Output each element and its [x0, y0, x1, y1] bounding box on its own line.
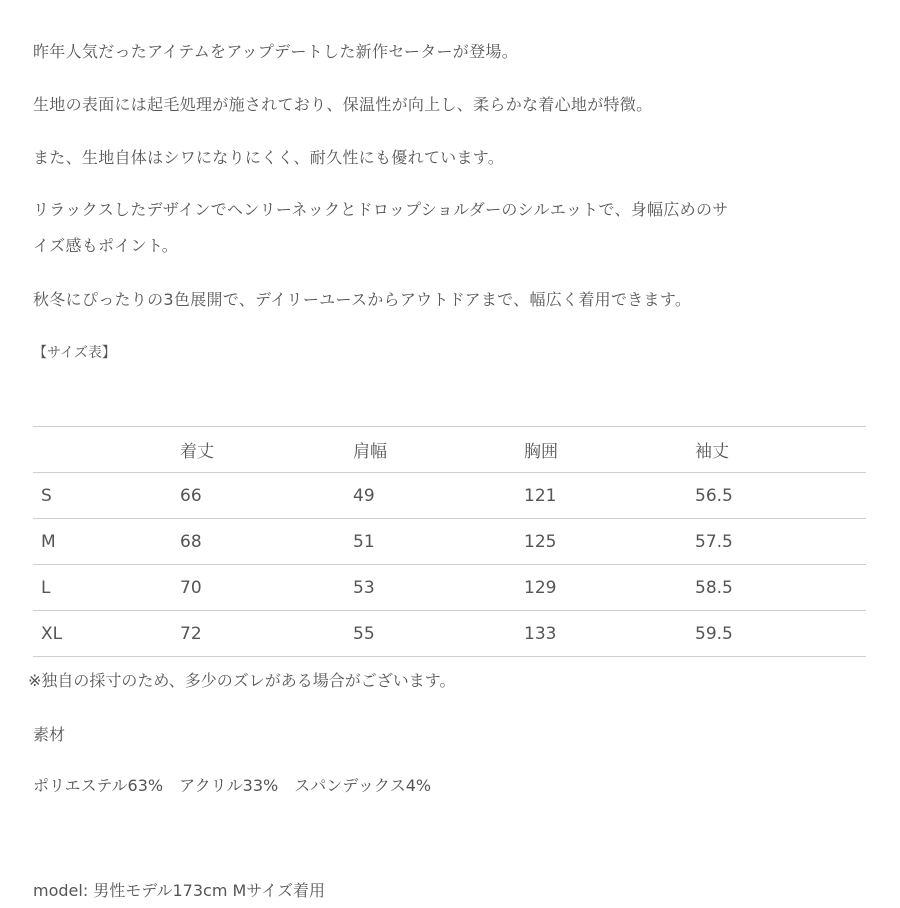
- description-paragraph-5: 秋冬にぴったりの3色展開で、デイリーユースからアウトドアまで、幅広く着用できます。: [33, 290, 692, 309]
- sleeve-cell: 59.5: [695, 611, 866, 657]
- description-paragraph-4-line-1: リラックスしたデザインでヘンリーネックとドロップショルダーのシルエットで、身幅広めのサ: [33, 200, 729, 219]
- material-label: 素材: [33, 725, 66, 744]
- chest-cell: 125: [524, 519, 695, 565]
- table-row: [33, 565, 866, 611]
- sleeve-cell: 57.5: [695, 519, 866, 565]
- length-cell: 66: [180, 473, 353, 519]
- chest-cell: 121: [524, 473, 695, 519]
- shoulder-cell: 49: [353, 473, 524, 519]
- size-cell: M: [33, 519, 180, 565]
- header-cell-blank: [33, 427, 180, 473]
- header-cell-length: 着丈: [180, 427, 353, 473]
- table-row: [33, 611, 866, 657]
- chest-cell: 129: [524, 565, 695, 611]
- sleeve-cell: 58.5: [695, 565, 866, 611]
- length-cell: 68: [180, 519, 353, 565]
- description-paragraph-3: また、生地自体はシワになりにくく、耐久性にも優れています。: [33, 148, 505, 167]
- table-row: [33, 473, 866, 519]
- size-cell: L: [33, 565, 180, 611]
- description-paragraph-4-line-2: イズ感もポイント。: [33, 236, 179, 255]
- shoulder-cell: 53: [353, 565, 524, 611]
- size-table-heading: 【サイズ表】: [33, 345, 116, 361]
- size-table: [33, 426, 866, 657]
- description-paragraph-2: 生地の表面には起毛処理が施されており、保温性が向上し、柔らかな着心地が特徴。: [33, 95, 653, 114]
- header-cell-shoulder: 肩幅: [353, 427, 524, 473]
- measurement-note: ※独自の採寸のため、多少のズレがある場合がございます。: [28, 671, 456, 690]
- description-paragraph-4: [33, 192, 729, 264]
- model-info: model: 男性モデル173cm Mサイズ着用: [33, 881, 326, 900]
- size-table-header-row: [33, 427, 866, 473]
- size-cell: S: [33, 473, 180, 519]
- size-cell: XL: [33, 611, 180, 657]
- shoulder-cell: 51: [353, 519, 524, 565]
- header-cell-sleeve: 袖丈: [695, 427, 866, 473]
- table-row: [33, 519, 866, 565]
- shoulder-cell: 55: [353, 611, 524, 657]
- length-cell: 72: [180, 611, 353, 657]
- chest-cell: 133: [524, 611, 695, 657]
- sleeve-cell: 56.5: [695, 473, 866, 519]
- header-cell-chest: 胸囲: [524, 427, 695, 473]
- length-cell: 70: [180, 565, 353, 611]
- description-paragraph-1: 昨年人気だったアイテムをアップデートした新作セーターが登場。: [33, 42, 519, 61]
- material-composition: ポリエステル63% アクリル33% スパンデックス4%: [33, 776, 432, 795]
